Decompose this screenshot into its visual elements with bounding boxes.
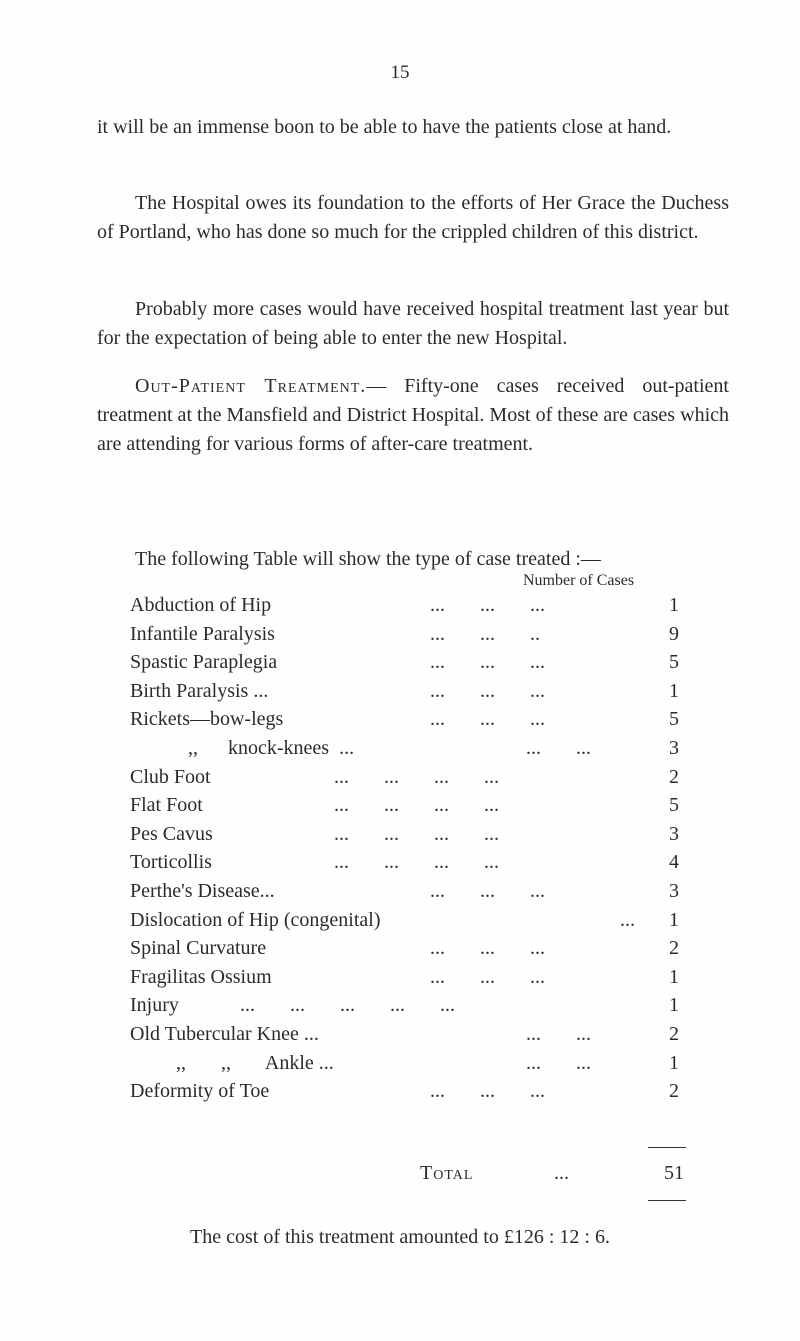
total-row xyxy=(420,1158,690,1188)
case-label: Deformity of Toe xyxy=(130,1080,270,1103)
leader-dots: ... ... ... ... xyxy=(334,851,499,874)
table-row xyxy=(130,791,690,820)
table-row xyxy=(130,963,690,992)
case-count: 2 xyxy=(669,937,679,960)
leader-dots: ... ... xyxy=(526,1051,591,1074)
column-header-number-of-cases: Number of Cases xyxy=(523,572,635,589)
table-row xyxy=(130,1020,690,1049)
case-label: Club Foot xyxy=(130,765,211,788)
case-label: ,, ,, Ankle ... xyxy=(176,1051,334,1074)
cases-table xyxy=(130,591,690,1106)
case-label: ,, knock-knees ... xyxy=(188,736,355,759)
paragraph-out-patient xyxy=(97,372,729,459)
paragraph-hospital-treatment: Probably more cases would have received hospital treatment last year but for the expectation of being able to enter the new Hospital. xyxy=(97,298,729,349)
table-row xyxy=(130,848,690,877)
leader-dots: ... ... ... xyxy=(430,937,545,960)
case-count: 1 xyxy=(669,965,679,988)
case-count: 2 xyxy=(669,1022,679,1045)
case-count: 3 xyxy=(669,736,679,759)
case-label: Spinal Curvature xyxy=(130,937,267,960)
case-count: 1 xyxy=(669,594,679,616)
case-label: Abduction of Hip xyxy=(130,594,272,616)
out-patient-body: — Fifty-one cases received out-patient treatment at the Mansfield and District Hospital. Most of these are cases which are attending for various forms of after-care treatment. xyxy=(97,375,729,455)
case-count: 5 xyxy=(669,651,679,674)
table-intro: The following Table will show the type of case treated :— xyxy=(135,548,601,570)
table-row xyxy=(130,1049,690,1078)
total-label: Total xyxy=(420,1162,474,1184)
leader-dots: ... ... ... xyxy=(430,965,545,988)
case-label: Flat Foot xyxy=(130,794,203,817)
out-patient-heading: Out-Patient Treatment. xyxy=(135,375,367,397)
table-row xyxy=(130,648,690,677)
case-label: Rickets—bow-legs xyxy=(130,708,284,731)
case-count: 1 xyxy=(669,679,679,702)
leader-dots: ... ... ... xyxy=(430,594,545,616)
case-count: 9 xyxy=(669,622,679,645)
case-count: 1 xyxy=(669,908,679,931)
case-count: 3 xyxy=(669,822,679,845)
case-count: 1 xyxy=(669,1051,679,1074)
total-rule-bottom xyxy=(648,1200,686,1201)
leader-dots: ... ... ... xyxy=(430,1080,545,1103)
leader-dots: ... ... ... xyxy=(430,708,545,731)
page-number: 15 xyxy=(390,62,410,83)
closing-statement: The cost of this treatment amounted to £126 : 12 : 6. xyxy=(190,1226,610,1248)
case-label: Birth Paralysis ... xyxy=(130,679,269,702)
paragraph-continuation: it will be an immense boon to be able to have the patients close at hand. xyxy=(97,116,672,138)
table-row xyxy=(130,591,690,620)
total-count: 51 xyxy=(664,1162,684,1184)
paragraph-hospital-foundation: The Hospital owes its foundation to the efforts of Her Grace the Duchess of Portland, who has done so much for the crippled children of this district. xyxy=(97,192,729,243)
case-count: 5 xyxy=(669,794,679,817)
case-count: 4 xyxy=(669,851,679,874)
case-label: Dislocation of Hip (congenital) xyxy=(130,908,381,931)
leader-dots: ... ... ... xyxy=(430,879,545,902)
leader-dots: ... ... xyxy=(526,1022,591,1045)
case-label: Perthe's Disease... xyxy=(130,879,275,902)
table-row xyxy=(130,877,690,906)
case-count: 2 xyxy=(669,765,679,788)
table-row xyxy=(130,934,690,963)
case-label: Spastic Paraplegia xyxy=(130,651,278,674)
table-row xyxy=(130,991,690,1020)
leader-dots: ... xyxy=(554,1162,569,1184)
table-row xyxy=(130,906,690,935)
case-label: Injury xyxy=(130,994,179,1017)
table-row xyxy=(130,820,690,849)
leader-dots: ... ... ... xyxy=(430,679,545,702)
table-row xyxy=(130,1077,690,1106)
case-label: Infantile Paralysis xyxy=(130,622,275,645)
table-row xyxy=(130,705,690,734)
case-label: Pes Cavus xyxy=(130,822,213,845)
case-count: 1 xyxy=(669,994,679,1017)
table-row xyxy=(130,620,690,649)
case-label: Torticollis xyxy=(130,851,212,874)
case-count: 5 xyxy=(669,708,679,731)
case-count: 3 xyxy=(669,879,679,902)
leader-dots: ... ... ... xyxy=(430,651,545,674)
leader-dots: ... ... ... ... ... xyxy=(240,994,455,1017)
leader-dots: ... ... ... ... xyxy=(334,822,499,845)
leader-dots: ... ... ... ... xyxy=(334,765,499,788)
table-row xyxy=(130,734,690,763)
total-rule-top xyxy=(648,1147,686,1148)
case-label: Fragilitas Ossium xyxy=(130,965,272,988)
case-label: Old Tubercular Knee ... xyxy=(130,1022,319,1045)
table-row xyxy=(130,763,690,792)
case-count: 2 xyxy=(669,1080,679,1103)
leader-dots: ... ... xyxy=(526,736,591,759)
leader-dots: ... ... ... ... xyxy=(334,794,499,817)
leader-dots: ... ... .. xyxy=(430,622,540,645)
leader-dots: ... xyxy=(620,908,635,931)
table-row xyxy=(130,677,690,706)
